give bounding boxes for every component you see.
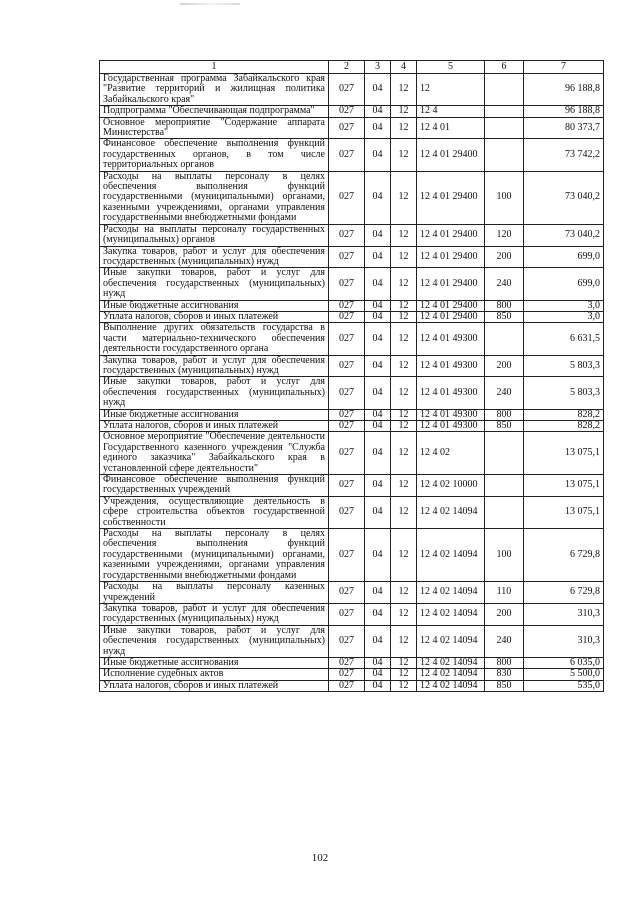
row-subsection-cell: 12 (391, 582, 417, 604)
row-target-article-cell: 12 4 01 29400 (417, 224, 485, 246)
row-target-article-cell: 12 (417, 74, 485, 106)
row-subsection-cell: 12 (391, 377, 417, 409)
row-admin-code-cell: 027 (329, 355, 365, 377)
row-admin-code-cell: 027 (329, 529, 365, 582)
row-expense-type-cell (485, 139, 524, 171)
row-name-cell: Исполнение судебных актов (100, 669, 329, 680)
row-name-cell: Закупка товаров, работ и услуг для обеспечения государственных (муниципальных) нужд (100, 603, 329, 625)
row-amount-cell: 13 075,1 (524, 432, 604, 475)
table-row (100, 171, 604, 224)
table-body (100, 74, 604, 692)
row-section-cell: 04 (365, 421, 391, 432)
row-amount-cell: 73 742,2 (524, 139, 604, 171)
scan-artifact (180, 3, 240, 5)
table-row (100, 421, 604, 432)
header-col-1: 1 (100, 61, 329, 74)
row-section-cell: 04 (365, 171, 391, 224)
row-name-cell: Выполнение других обязательств государства в части материально-технического обеспечения деятельности государственного органа (100, 323, 329, 355)
row-target-article-cell: 12 4 01 49300 (417, 355, 485, 377)
table-row (100, 625, 604, 657)
page-number: 102 (311, 852, 329, 864)
row-admin-code-cell: 027 (329, 475, 365, 497)
row-expense-type-cell: 240 (485, 268, 524, 300)
row-expense-type-cell: 120 (485, 224, 524, 246)
table-row (100, 409, 604, 420)
row-target-article-cell: 12 4 01 29400 (417, 300, 485, 311)
table-row (100, 669, 604, 680)
row-admin-code-cell: 027 (329, 496, 365, 528)
row-name-cell: Расходы на выплаты персоналу казенных учреждений (100, 582, 329, 604)
row-target-article-cell: 12 4 02 14094 (417, 603, 485, 625)
row-subsection-cell: 12 (391, 323, 417, 355)
row-target-article-cell: 12 4 02 14094 (417, 657, 485, 668)
row-target-article-cell: 12 4 02 14094 (417, 496, 485, 528)
header-col-3: 3 (365, 61, 391, 74)
row-admin-code-cell: 027 (329, 106, 365, 117)
row-expense-type-cell: 240 (485, 377, 524, 409)
row-section-cell: 04 (365, 669, 391, 680)
header-col-2: 2 (329, 61, 365, 74)
row-amount-cell: 13 075,1 (524, 475, 604, 497)
table-row (100, 603, 604, 625)
row-subsection-cell: 12 (391, 475, 417, 497)
row-subsection-cell: 12 (391, 300, 417, 311)
row-name-cell: Финансовое обеспечение выполнения функций государственных учреждений (100, 475, 329, 497)
row-admin-code-cell: 027 (329, 246, 365, 268)
row-amount-cell: 73 040,2 (524, 224, 604, 246)
row-target-article-cell: 12 4 02 14094 (417, 625, 485, 657)
row-expense-type-cell: 200 (485, 246, 524, 268)
row-expense-type-cell: 100 (485, 529, 524, 582)
row-target-article-cell: 12 4 02 14094 (417, 669, 485, 680)
row-amount-cell: 13 075,1 (524, 496, 604, 528)
row-expense-type-cell: 240 (485, 625, 524, 657)
row-subsection-cell: 12 (391, 680, 417, 691)
row-expense-type-cell (485, 432, 524, 475)
row-subsection-cell: 12 (391, 657, 417, 668)
row-section-cell: 04 (365, 529, 391, 582)
row-target-article-cell: 12 4 01 29400 (417, 139, 485, 171)
header-col-7: 7 (524, 61, 604, 74)
row-section-cell: 04 (365, 409, 391, 420)
row-section-cell: 04 (365, 603, 391, 625)
row-target-article-cell: 12 4 01 29400 (417, 246, 485, 268)
table-row (100, 74, 604, 106)
row-subsection-cell: 12 (391, 625, 417, 657)
row-admin-code-cell: 027 (329, 171, 365, 224)
row-amount-cell: 828,2 (524, 421, 604, 432)
row-name-cell: Государственная программа Забайкальского края "Развитие территорий и жилищная политика Забайкальского края" (100, 74, 329, 106)
row-name-cell: Закупка товаров, работ и услуг для обеспечения государственных (муниципальных) нужд (100, 246, 329, 268)
row-admin-code-cell: 027 (329, 680, 365, 691)
row-amount-cell: 6 729,8 (524, 582, 604, 604)
row-expense-type-cell: 830 (485, 669, 524, 680)
row-subsection-cell: 12 (391, 171, 417, 224)
row-admin-code-cell: 027 (329, 377, 365, 409)
table-row (100, 582, 604, 604)
row-target-article-cell: 12 4 02 (417, 432, 485, 475)
row-target-article-cell: 12 4 01 29400 (417, 311, 485, 322)
row-name-cell: Подпрограмма "Обеспечивающая подпрограмма" (100, 106, 329, 117)
row-name-cell: Иные бюджетные ассигнования (100, 300, 329, 311)
row-amount-cell: 3,0 (524, 311, 604, 322)
row-amount-cell: 5 803,3 (524, 355, 604, 377)
row-expense-type-cell: 800 (485, 409, 524, 420)
table-row (100, 432, 604, 475)
row-admin-code-cell: 027 (329, 669, 365, 680)
row-admin-code-cell: 027 (329, 311, 365, 322)
row-section-cell: 04 (365, 139, 391, 171)
row-admin-code-cell: 027 (329, 74, 365, 106)
row-amount-cell: 6 631,5 (524, 323, 604, 355)
row-subsection-cell: 12 (391, 139, 417, 171)
row-name-cell: Уплата налогов, сборов и иных платежей (100, 421, 329, 432)
row-expense-type-cell: 850 (485, 680, 524, 691)
row-section-cell: 04 (365, 432, 391, 475)
row-name-cell: Иные закупки товаров, работ и услуг для обеспечения государственных (муниципальных) нужд (100, 377, 329, 409)
row-target-article-cell: 12 4 01 (417, 117, 485, 139)
row-subsection-cell: 12 (391, 409, 417, 420)
row-subsection-cell: 12 (391, 268, 417, 300)
row-target-article-cell: 12 4 02 14094 (417, 582, 485, 604)
row-name-cell: Иные закупки товаров, работ и услуг для обеспечения государственных (муниципальных) нужд (100, 625, 329, 657)
row-subsection-cell: 12 (391, 246, 417, 268)
row-admin-code-cell: 027 (329, 300, 365, 311)
row-admin-code-cell: 027 (329, 421, 365, 432)
row-admin-code-cell: 027 (329, 582, 365, 604)
row-subsection-cell: 12 (391, 432, 417, 475)
row-name-cell: Основное мероприятие "Обеспечение деятельности Государственного казенного учреждения "Служба единого заказчика" Забайкальского края в установленной сфере деятельности" (100, 432, 329, 475)
row-expense-type-cell: 200 (485, 355, 524, 377)
row-section-cell: 04 (365, 625, 391, 657)
row-amount-cell: 310,3 (524, 625, 604, 657)
table-row (100, 529, 604, 582)
row-name-cell: Финансовое обеспечение выполнения функций государственных органов, в том числе территориальных органов (100, 139, 329, 171)
row-section-cell: 04 (365, 74, 391, 106)
row-expense-type-cell: 110 (485, 582, 524, 604)
row-amount-cell: 699,0 (524, 268, 604, 300)
row-section-cell: 04 (365, 323, 391, 355)
row-target-article-cell: 12 4 02 14094 (417, 529, 485, 582)
table-row (100, 300, 604, 311)
row-subsection-cell: 12 (391, 74, 417, 106)
row-name-cell: Расходы на выплаты персоналу в целях обеспечения выполнения функций государственными (муниципальными) органами, казенными учреждениями, органами управления государственными внебюджетными фондами (100, 529, 329, 582)
row-target-article-cell: 12 4 02 14094 (417, 680, 485, 691)
row-section-cell: 04 (365, 106, 391, 117)
row-expense-type-cell (485, 117, 524, 139)
table-row (100, 496, 604, 528)
row-amount-cell: 6 035,0 (524, 657, 604, 668)
row-admin-code-cell: 027 (329, 657, 365, 668)
table-row (100, 323, 604, 355)
row-subsection-cell: 12 (391, 224, 417, 246)
row-target-article-cell: 12 4 01 49300 (417, 409, 485, 420)
row-amount-cell: 6 729,8 (524, 529, 604, 582)
row-target-article-cell: 12 4 01 49300 (417, 421, 485, 432)
row-expense-type-cell: 200 (485, 603, 524, 625)
row-section-cell: 04 (365, 582, 391, 604)
row-expense-type-cell: 100 (485, 171, 524, 224)
row-amount-cell: 73 040,2 (524, 171, 604, 224)
row-amount-cell: 5 803,3 (524, 377, 604, 409)
row-target-article-cell: 12 4 01 49300 (417, 377, 485, 409)
row-section-cell: 04 (365, 496, 391, 528)
row-amount-cell: 96 188,8 (524, 74, 604, 106)
row-section-cell: 04 (365, 355, 391, 377)
table-row (100, 475, 604, 497)
row-admin-code-cell: 027 (329, 603, 365, 625)
row-subsection-cell: 12 (391, 311, 417, 322)
table-row (100, 311, 604, 322)
row-subsection-cell: 12 (391, 117, 417, 139)
row-expense-type-cell (485, 74, 524, 106)
row-section-cell: 04 (365, 300, 391, 311)
row-subsection-cell: 12 (391, 603, 417, 625)
row-admin-code-cell: 027 (329, 139, 365, 171)
row-section-cell: 04 (365, 268, 391, 300)
row-expense-type-cell: 800 (485, 300, 524, 311)
row-expense-type-cell (485, 496, 524, 528)
row-section-cell: 04 (365, 311, 391, 322)
header-col-6: 6 (485, 61, 524, 74)
row-amount-cell: 96 188,8 (524, 106, 604, 117)
row-section-cell: 04 (365, 377, 391, 409)
row-name-cell: Уплата налогов, сборов и иных платежей (100, 680, 329, 691)
row-name-cell: Закупка товаров, работ и услуг для обеспечения государственных (муниципальных) нужд (100, 355, 329, 377)
row-subsection-cell: 12 (391, 421, 417, 432)
table-row (100, 680, 604, 691)
row-subsection-cell: 12 (391, 669, 417, 680)
row-name-cell: Иные бюджетные ассигнования (100, 409, 329, 420)
row-target-article-cell: 12 4 (417, 106, 485, 117)
row-section-cell: 04 (365, 475, 391, 497)
row-name-cell: Уплата налогов, сборов и иных платежей (100, 311, 329, 322)
row-amount-cell: 699,0 (524, 246, 604, 268)
row-amount-cell: 5 500,0 (524, 669, 604, 680)
row-expense-type-cell (485, 323, 524, 355)
row-expense-type-cell: 850 (485, 311, 524, 322)
row-subsection-cell: 12 (391, 496, 417, 528)
row-name-cell: Учреждения, осуществляющие деятельность в сфере строительства объектов государственной собственности (100, 496, 329, 528)
row-name-cell: Основное мероприятие "Содержание аппарата Министерства" (100, 117, 329, 139)
budget-table (99, 60, 604, 692)
table-row (100, 246, 604, 268)
table-row (100, 355, 604, 377)
row-expense-type-cell (485, 106, 524, 117)
row-target-article-cell: 12 4 02 10000 (417, 475, 485, 497)
table-row (100, 377, 604, 409)
row-expense-type-cell (485, 475, 524, 497)
table-header-row (100, 61, 604, 74)
row-name-cell: Расходы на выплаты персоналу государственных (муниципальных) органов (100, 224, 329, 246)
table-row (100, 268, 604, 300)
table-row (100, 657, 604, 668)
row-admin-code-cell: 027 (329, 625, 365, 657)
row-amount-cell: 828,2 (524, 409, 604, 420)
row-admin-code-cell: 027 (329, 323, 365, 355)
row-admin-code-cell: 027 (329, 268, 365, 300)
row-section-cell: 04 (365, 224, 391, 246)
table-row (100, 224, 604, 246)
row-expense-type-cell: 800 (485, 657, 524, 668)
row-section-cell: 04 (365, 657, 391, 668)
row-amount-cell: 310,3 (524, 603, 604, 625)
row-amount-cell: 80 373,7 (524, 117, 604, 139)
row-subsection-cell: 12 (391, 106, 417, 117)
row-target-article-cell: 12 4 01 29400 (417, 268, 485, 300)
row-expense-type-cell: 850 (485, 421, 524, 432)
row-subsection-cell: 12 (391, 355, 417, 377)
row-admin-code-cell: 027 (329, 409, 365, 420)
row-section-cell: 04 (365, 117, 391, 139)
table-row (100, 117, 604, 139)
row-subsection-cell: 12 (391, 529, 417, 582)
row-name-cell: Иные бюджетные ассигнования (100, 657, 329, 668)
row-admin-code-cell: 027 (329, 117, 365, 139)
row-amount-cell: 535,0 (524, 680, 604, 691)
header-col-4: 4 (391, 61, 417, 74)
row-admin-code-cell: 027 (329, 224, 365, 246)
table-row (100, 106, 604, 117)
row-admin-code-cell: 027 (329, 432, 365, 475)
row-section-cell: 04 (365, 246, 391, 268)
row-amount-cell: 3,0 (524, 300, 604, 311)
row-name-cell: Расходы на выплаты персоналу в целях обеспечения выполнения функций государственными (муниципальными) органами, казенными учреждениями, органами управления государственными внебюджетными фондами (100, 171, 329, 224)
table-row (100, 139, 604, 171)
row-section-cell: 04 (365, 680, 391, 691)
row-target-article-cell: 12 4 01 49300 (417, 323, 485, 355)
row-name-cell: Иные закупки товаров, работ и услуг для обеспечения государственных (муниципальных) нужд (100, 268, 329, 300)
row-target-article-cell: 12 4 01 29400 (417, 171, 485, 224)
header-col-5: 5 (417, 61, 485, 74)
